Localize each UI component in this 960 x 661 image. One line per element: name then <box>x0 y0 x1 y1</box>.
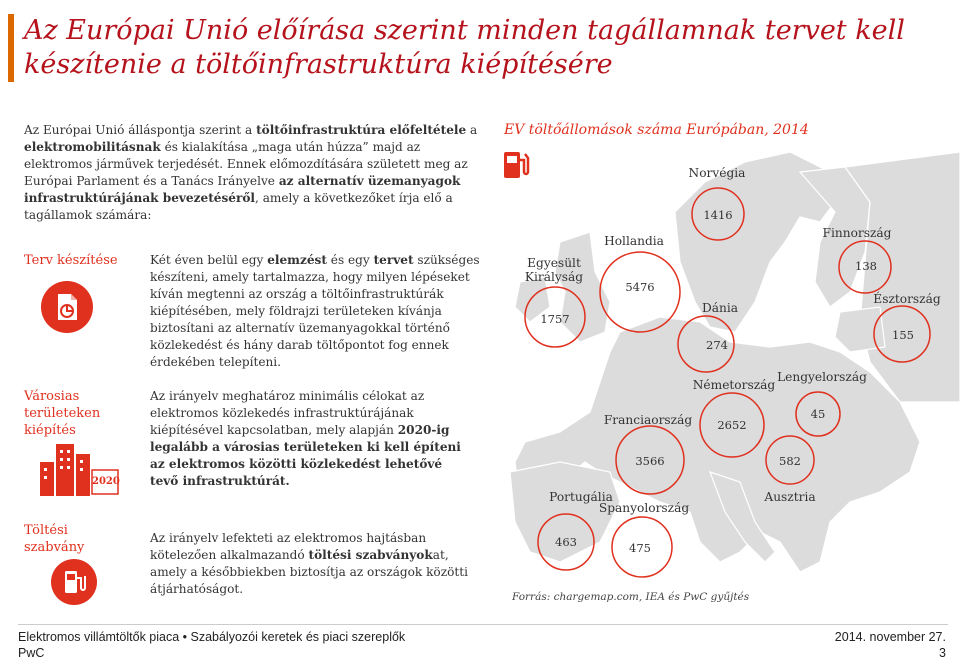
country-austria-value: 582 <box>779 454 801 468</box>
title-accent-bar <box>8 14 14 82</box>
intro-paragraph: Az Európai Unió álláspontja szerint a töltőinfrastruktúra előfeltétele a elektromobilitásnak és kialakítása „maga után húzza” majd az elektromos járművek terjedését. Ennek előmozdítására született meg az Európai Parlament és a Tanács Irányelve az alternatív üzemanyagok infrastruktúrájának bevezetéséről, amely a következőket írja elő a tagállamok számára: <box>24 123 478 222</box>
country-austria-label: Ausztria <box>764 490 816 504</box>
document-chart-icon <box>40 280 94 334</box>
footer-brand: PwC <box>18 646 45 660</box>
title-line-1: Az Európai Unió előírása szerint minden tagállamnak tervet kell <box>24 15 905 46</box>
country-germany-value: 2652 <box>717 418 747 432</box>
country-portugal-label: Portugália <box>549 490 613 504</box>
footer-divider <box>18 624 948 625</box>
map-title: EV töltőállomások száma Európában, 2014 <box>504 122 809 138</box>
country-uk-value: 1757 <box>540 312 570 326</box>
section-standard-body: Az irányelv lefekteti az elektromos hajtásban kötelezően alkalmazandó töltési szabványokat, amely a későbbiekben biztosítja az országok közötti átjárhatóságot. <box>150 531 468 596</box>
section-urban-body: Az irányelv meghatároz minimális célokat az elektromos közlekedés infrastruktúrájának kiépítésével kapcsolatban, mely alapján 2020-ig legalább a városias területeken ki kell építeni az elektromos közötti közlekedést lehetővé tevő infrastruktúrát. <box>150 389 461 488</box>
country-estonia-label: Észtország <box>873 292 941 306</box>
country-poland-label: Lengyelország <box>777 370 867 384</box>
country-spain-value: 475 <box>629 541 651 555</box>
charging-station-icon <box>50 558 98 606</box>
country-denmark-label: Dánia <box>701 301 739 315</box>
country-netherlands-value: 5476 <box>625 280 655 294</box>
year-badge: 2020 <box>92 476 120 487</box>
city-buildings-icon <box>34 440 120 496</box>
country-finland-value: 138 <box>855 259 877 273</box>
section-plan-body: Két éven belül egy elemzést és egy tervet szükséges készíteni, amely tartalmazza, hogy milyen lépéseket kíván megtenni az ország a töltőinfrastruktúrák kiépítésében, mely földrajzi területeken kívánja biztosítani az alternatív üzemanyagokkal történő közlekedést és hány darab töltőpontot fog ennek érdekében telepíteni. <box>150 253 480 369</box>
country-netherlands-label: Hollandia <box>604 234 664 248</box>
page-number: 3 <box>939 646 946 660</box>
country-estonia-value: 155 <box>892 328 914 342</box>
footer-date: 2014. november 27. <box>834 630 946 644</box>
title-line-2: készítenie a töltőinfrastruktúra kiépítésére <box>24 49 613 80</box>
section-plan-title: Terv készítése <box>24 253 118 268</box>
country-france-value: 3566 <box>635 454 665 468</box>
country-poland-value: 45 <box>810 407 826 421</box>
country-uk-label: Egyesült Királyság <box>524 256 584 284</box>
country-spain-label: Spanyolország <box>598 501 690 515</box>
map-source: Forrás: chargemap.com, IEA és PwC gyűjtés <box>512 591 750 603</box>
country-finland-label: Finnország <box>822 226 892 240</box>
section-standard-title: Töltési szabvány <box>24 523 85 555</box>
country-norway-label: Norvégia <box>688 166 746 180</box>
page-title <box>24 14 924 82</box>
section-urban-title: Városias területeken kiépítés <box>24 389 101 438</box>
footer-doc-title: Elektromos villámtöltők piaca • Szabályozói keretek és piaci szereplők <box>18 630 406 644</box>
country-denmark-value: 274 <box>706 338 728 352</box>
country-portugal-value: 463 <box>555 535 577 549</box>
country-france-label: Franciaország <box>603 413 693 427</box>
country-norway-value: 1416 <box>703 208 733 222</box>
country-germany-label: Németország <box>692 378 776 392</box>
